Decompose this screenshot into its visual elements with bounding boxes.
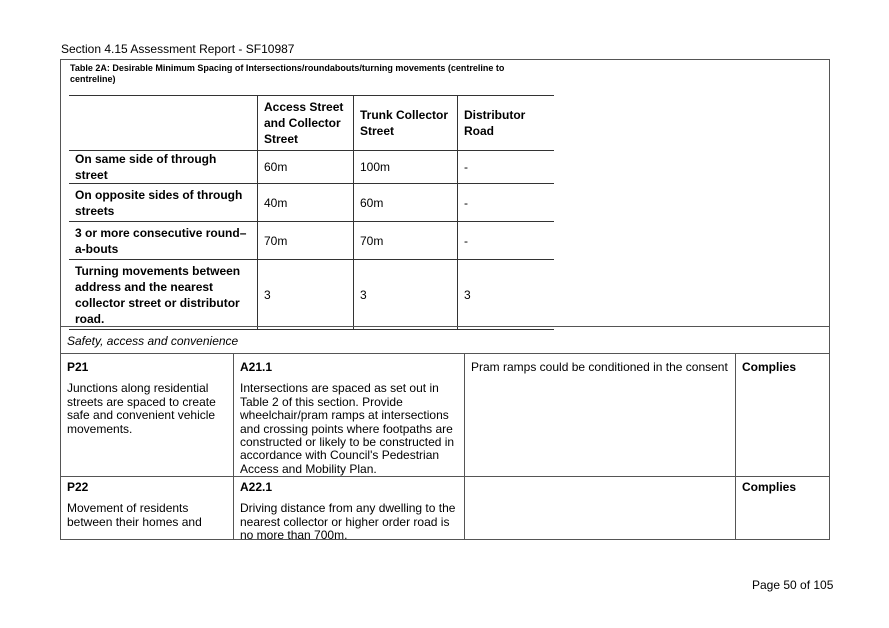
performance-criteria-cell <box>67 361 227 436</box>
header-cell-distributor: Distributor Road <box>458 96 555 151</box>
table-header-row <box>69 96 554 151</box>
table-row <box>69 184 554 222</box>
row-value: 60m <box>354 184 458 222</box>
table-row <box>69 151 554 184</box>
compliance-result: Complies <box>742 480 797 494</box>
acceptable-solution-cell <box>240 361 458 476</box>
performance-criteria-cell <box>67 481 227 529</box>
acceptable-text: Intersections are spaced as set out in Table 2 of this section. Provide wheelchair/pram ramps at intersections and crossing points where footpaths are constructed or likely to be constructed in accordance with Council's Pedestrian Access and Mobility Plan. <box>240 381 455 476</box>
table-2a-title: Table 2A: Desirable Minimum Spacing of Intersections/roundabouts/turning movements (centreline to centreline) <box>70 63 505 84</box>
header-cell-trunk-collector: Trunk Collector Street <box>354 96 458 151</box>
row-label: On same side of through street <box>69 151 258 184</box>
row-label: Turning movements between address and the nearest collector street or distributor road. <box>69 260 258 330</box>
compliance-result: Complies <box>742 360 797 374</box>
row-label: On opposite sides of through streets <box>69 184 258 222</box>
column-divider <box>464 353 465 540</box>
page-number: Page 50 of 105 <box>752 578 834 592</box>
row-value: - <box>458 222 555 260</box>
row-value: 3 <box>354 260 458 330</box>
row-value: 3 <box>458 260 555 330</box>
acceptable-text: Driving distance from any dwelling to the nearest collector or higher order road is no more than 700m. <box>240 501 456 543</box>
performance-code: P21 <box>67 360 89 374</box>
table-row <box>69 260 554 330</box>
comment-cell: Pram ramps could be conditioned in the consent <box>471 360 728 374</box>
column-divider <box>735 353 736 540</box>
divider-line <box>60 326 830 327</box>
row-value: 3 <box>258 260 354 330</box>
row-value: 70m <box>354 222 458 260</box>
row-label: 3 or more consecutive round–a-bouts <box>69 222 258 260</box>
row-value: 40m <box>258 184 354 222</box>
document-header: Section 4.15 Assessment Report - SF10987 <box>61 42 295 56</box>
table-2a <box>69 95 554 330</box>
row-value: 100m <box>354 151 458 184</box>
header-cell-access-collector: Access Street and Collector Street <box>258 96 354 151</box>
performance-text: Junctions along residential streets are spaced to create safe and convenient vehicle movements. <box>67 381 216 436</box>
row-value: 60m <box>258 151 354 184</box>
acceptable-code: A21.1 <box>240 360 273 374</box>
performance-code: P22 <box>67 480 89 494</box>
divider-line <box>60 353 830 354</box>
acceptable-code: A22.1 <box>240 480 273 494</box>
performance-text: Movement of residents between their homes and <box>67 501 202 529</box>
row-value: - <box>458 184 555 222</box>
row-value: 70m <box>258 222 354 260</box>
acceptable-solution-cell <box>240 481 458 543</box>
header-cell-empty <box>69 96 258 151</box>
section-caption: Safety, access and convenience <box>67 334 239 348</box>
column-divider <box>233 353 234 540</box>
row-value: - <box>458 151 555 184</box>
table-row <box>69 222 554 260</box>
